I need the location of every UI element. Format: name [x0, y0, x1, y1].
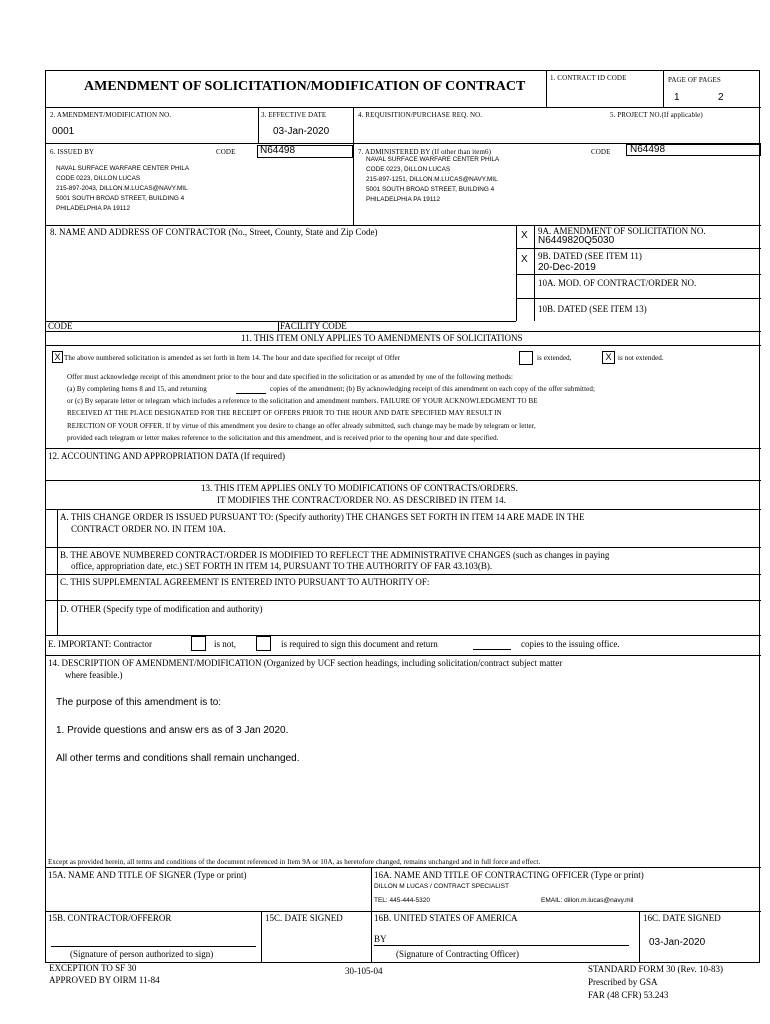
- form-number: 30-105-04: [345, 966, 383, 976]
- footer-note: Except as provided herein, all terms and conditions of the document referenced in Item 9A or 10A, as heretofore changed, remains unchanged and in full force and effect.: [48, 858, 541, 866]
- item-14-label-2: where feasible.): [65, 670, 123, 680]
- item-15c-label: 15C. DATE SIGNED: [265, 913, 343, 923]
- amendment-no-value: 0001: [52, 126, 75, 137]
- contractor-label: 8. NAME AND ADDRESS OF CONTRACTOR (No., Street, County, State and Zip Code): [50, 227, 378, 237]
- item-10b-label: 10B. DATED (SEE ITEM 13): [538, 304, 647, 314]
- far-label: FAR (48 CFR) 53.243: [588, 990, 669, 1000]
- returning-copies-blank[interactable]: [236, 393, 266, 394]
- item-14-label-1: 14. DESCRIPTION OF AMENDMENT/MODIFICATION (Organized by UCF section headings, including solicitation/contract subject matter: [48, 658, 563, 668]
- item-13a-line-2: CONTRACT ORDER NO. IN ITEM 10A.: [71, 524, 226, 534]
- item-16b-signature-caption: (Signature of Contracting Officer): [396, 949, 520, 959]
- amendment-no-label: 2. AMENDMENT/MODIFICATION NO.: [50, 111, 172, 119]
- item-10a-label: 10A. MOD. OF CONTRACT/ORDER NO.: [538, 278, 697, 288]
- item-9b-value: 20-Dec-2019: [538, 262, 596, 273]
- item-9a-label: 9A. AMENDMENT OF SOLICITATION NO.: [538, 226, 706, 236]
- item-9b-mark: X: [521, 254, 528, 265]
- contracting-officer-name: DILLON M LUCAS / CONTRACT SPECIALIST: [374, 883, 509, 890]
- effective-date-label: 3. EFFECTIVE DATE: [261, 111, 327, 119]
- item-11-heading: 11. THIS ITEM ONLY APPLIES TO AMENDMENTS OF SOLICITATIONS: [241, 333, 523, 343]
- contractor-code-label: CODE: [48, 321, 73, 331]
- approved-label: APPROVED BY OIRM 11-84: [49, 975, 160, 985]
- item-13d: D. OTHER (Specify type of modification and authority): [60, 604, 263, 614]
- exception-label: EXCEPTION TO SF 30: [49, 963, 137, 973]
- item-11-para-4: RECEIVED AT THE PLACE DESIGNATED FOR THE RECEIPT OF OFFERS PRIOR TO THE HOUR AND DATE SPECIFIED MAY RESULT IN: [67, 409, 502, 417]
- item-14-line-3: All other terms and conditions shall remain unchanged.: [56, 753, 300, 764]
- is-required-checkbox[interactable]: [256, 636, 271, 651]
- is-not-checkbox[interactable]: [191, 636, 206, 651]
- administered-by-label: 7. ADMINISTERED BY (If other than item6): [358, 148, 492, 156]
- item-12-label: 12. ACCOUNTING AND APPROPRIATION DATA (If required): [48, 451, 286, 461]
- contracting-officer-signature-line[interactable]: [374, 945, 629, 946]
- item-11-para-2b: copies of the amendment; (b) By acknowledging receipt of this amendment on each copy of the offer submitted;: [270, 385, 595, 393]
- item-13c: C. THIS SUPPLEMENTAL AGREEMENT IS ENTERED INTO PURSUANT TO AUTHORITY OF:: [60, 577, 430, 587]
- item-13-heading-1: 13. THIS ITEM APPLIES ONLY TO MODIFICATIONS OF CONTRACTS/ORDERS.: [201, 483, 518, 493]
- item-11-para-1: Offer must acknowledge receipt of this amendment prior to the hour and date specified in the solicitation or as amended by one of the following methods:: [67, 373, 514, 381]
- item-11-para-3: or (c) By separate letter or telegram which includes a reference to the solicitation and amendment numbers. FAILURE OF YOUR ACKNOWLEDGMENT TO BE: [67, 397, 538, 405]
- administered-by-code-label: CODE: [591, 148, 611, 156]
- item-16c-label: 16C. DATE SIGNED: [643, 913, 721, 923]
- is-not-label: is not,: [214, 639, 237, 649]
- item-14-line-1: The purpose of this amendment is to:: [56, 697, 222, 708]
- item-11-para-2a: (a) By completing Items 8 and 15, and returning: [67, 385, 207, 393]
- form-title: AMENDMENT OF SOLICITATION/MODIFICATION OF CONTRACT: [84, 79, 526, 94]
- issued-by-label: 6. ISSUED BY: [50, 148, 95, 156]
- item-11-para-6: provided each telegram or letter makes reference to the solicitation and this amendment, and is received prior to the opening hour and date specified.: [67, 434, 499, 442]
- contract-id-label: 1. CONTRACT ID CODE: [550, 74, 627, 82]
- issued-by-code: N64498: [260, 145, 296, 156]
- item-9a-value: N6449820Q5030: [538, 235, 615, 246]
- is-required-label: is required to sign this document and return: [281, 639, 438, 649]
- amended-text: The above numbered solicitation is amended as set forth in Item 14. The hour and date specified for receipt of Offer: [64, 354, 401, 362]
- contractor-signature-line[interactable]: [51, 946, 256, 947]
- item-16a-label: 16A. NAME AND TITLE OF CONTRACTING OFFICER (Type or print): [374, 870, 644, 880]
- not-extended-label: is not extended.: [618, 354, 664, 362]
- item-16b-label: 16B. UNITED STATES OF AMERICA: [374, 913, 518, 923]
- page-of-pages-label: PAGE OF PAGES: [668, 76, 721, 84]
- item-14-line-2: 1. Provide questions and answ ers as of 3 Jan 2020.: [56, 725, 289, 736]
- prescribed-label: Prescribed by GSA: [588, 977, 658, 987]
- issued-by-code-label: CODE: [216, 148, 236, 156]
- administered-by-address: NAVAL SURFACE WARFARE CENTER PHILA CODE 0223, DILLON LUCAS 215-897-1251, DILLON.M.LUCAS@NAVY.MIL 5001 SOUTH BROAD STREET, BUILDING 4 PHILADELPHIA PA 19112: [366, 156, 500, 203]
- item-15b-signature-caption: (Signature of person authorized to sign): [70, 949, 214, 959]
- administered-by-code: N64498: [630, 144, 666, 155]
- issued-by-address: NAVAL SURFACE WARFARE CENTER PHILA CODE 0223, DILLON LUCAS 215-897-2043, DILLON.M.LUCAS@NAVY.MIL 5001 SOUTH BROAD STREET, BUILDING 4 PHILADELPHIA PA 19112: [56, 165, 190, 212]
- extended-checkbox[interactable]: [519, 351, 533, 365]
- total-pages: 2: [718, 92, 724, 103]
- sf30-form: [45, 70, 760, 963]
- item-9a-mark: X: [521, 230, 528, 241]
- item-16c-value: 03-Jan-2020: [649, 937, 706, 948]
- item-13a-line-1: A. THIS CHANGE ORDER IS ISSUED PURSUANT TO: (Specify authority) THE CHANGES SET FORTH IN ITEM 14 ARE MADE IN THE: [60, 512, 585, 522]
- important-label: E. IMPORTANT: Contractor: [48, 639, 153, 649]
- not-extended-checkbox[interactable]: X: [602, 351, 615, 364]
- facility-code-label: FACILITY CODE: [280, 321, 347, 331]
- item-13b-line-2: office, appropriation date, etc.) SET FORTH IN ITEM 14, PURSUANT TO THE AUTHORITY OF FAR 43.103(B).: [71, 561, 493, 571]
- item-15b-label: 15B. CONTRACTOR/OFFEROR: [48, 913, 172, 923]
- item-15a-label: 15A. NAME AND TITLE OF SIGNER (Type or print): [48, 870, 247, 880]
- amended-checkbox[interactable]: X: [52, 351, 63, 363]
- item-9b-label: 9B. DATED (SEE ITEM 11): [538, 251, 642, 261]
- item-13-heading-2: IT MODIFIES THE CONTRACT/ORDER NO. AS DESCRIBED IN ITEM 14.: [217, 495, 506, 505]
- extended-label: is extended,: [537, 354, 572, 362]
- page-number: 1: [674, 92, 680, 103]
- copies-blank[interactable]: [473, 649, 511, 650]
- item-11-para-5: REJECTION OF YOUR OFFER. If by virtue of this amendment you desire to change an offer already submitted, such change may be made by telegram or letter,: [67, 422, 536, 430]
- project-no-label: 5. PROJECT NO.(If applicable): [610, 111, 703, 119]
- contracting-officer-tel: TEL: 445-444-5320: [374, 897, 431, 904]
- requisition-no-label: 4. REQUISITION/PURCHASE REQ. NO.: [358, 111, 483, 119]
- effective-date-value: 03-Jan-2020: [273, 126, 330, 137]
- contracting-officer-email: EMAIL: dillon.m.lucas@navy.mil: [541, 897, 634, 904]
- item-13b-line-1: B. THE ABOVE NUMBERED CONTRACT/ORDER IS MODIFIED TO REFLECT THE ADMINISTRATIVE CHANGES (such as changes in paying: [60, 550, 610, 560]
- item-16b-by: BY: [374, 934, 387, 944]
- standard-form-label: STANDARD FORM 30 (Rev. 10-83): [588, 964, 723, 974]
- copies-label: copies to the issuing office.: [521, 639, 620, 649]
